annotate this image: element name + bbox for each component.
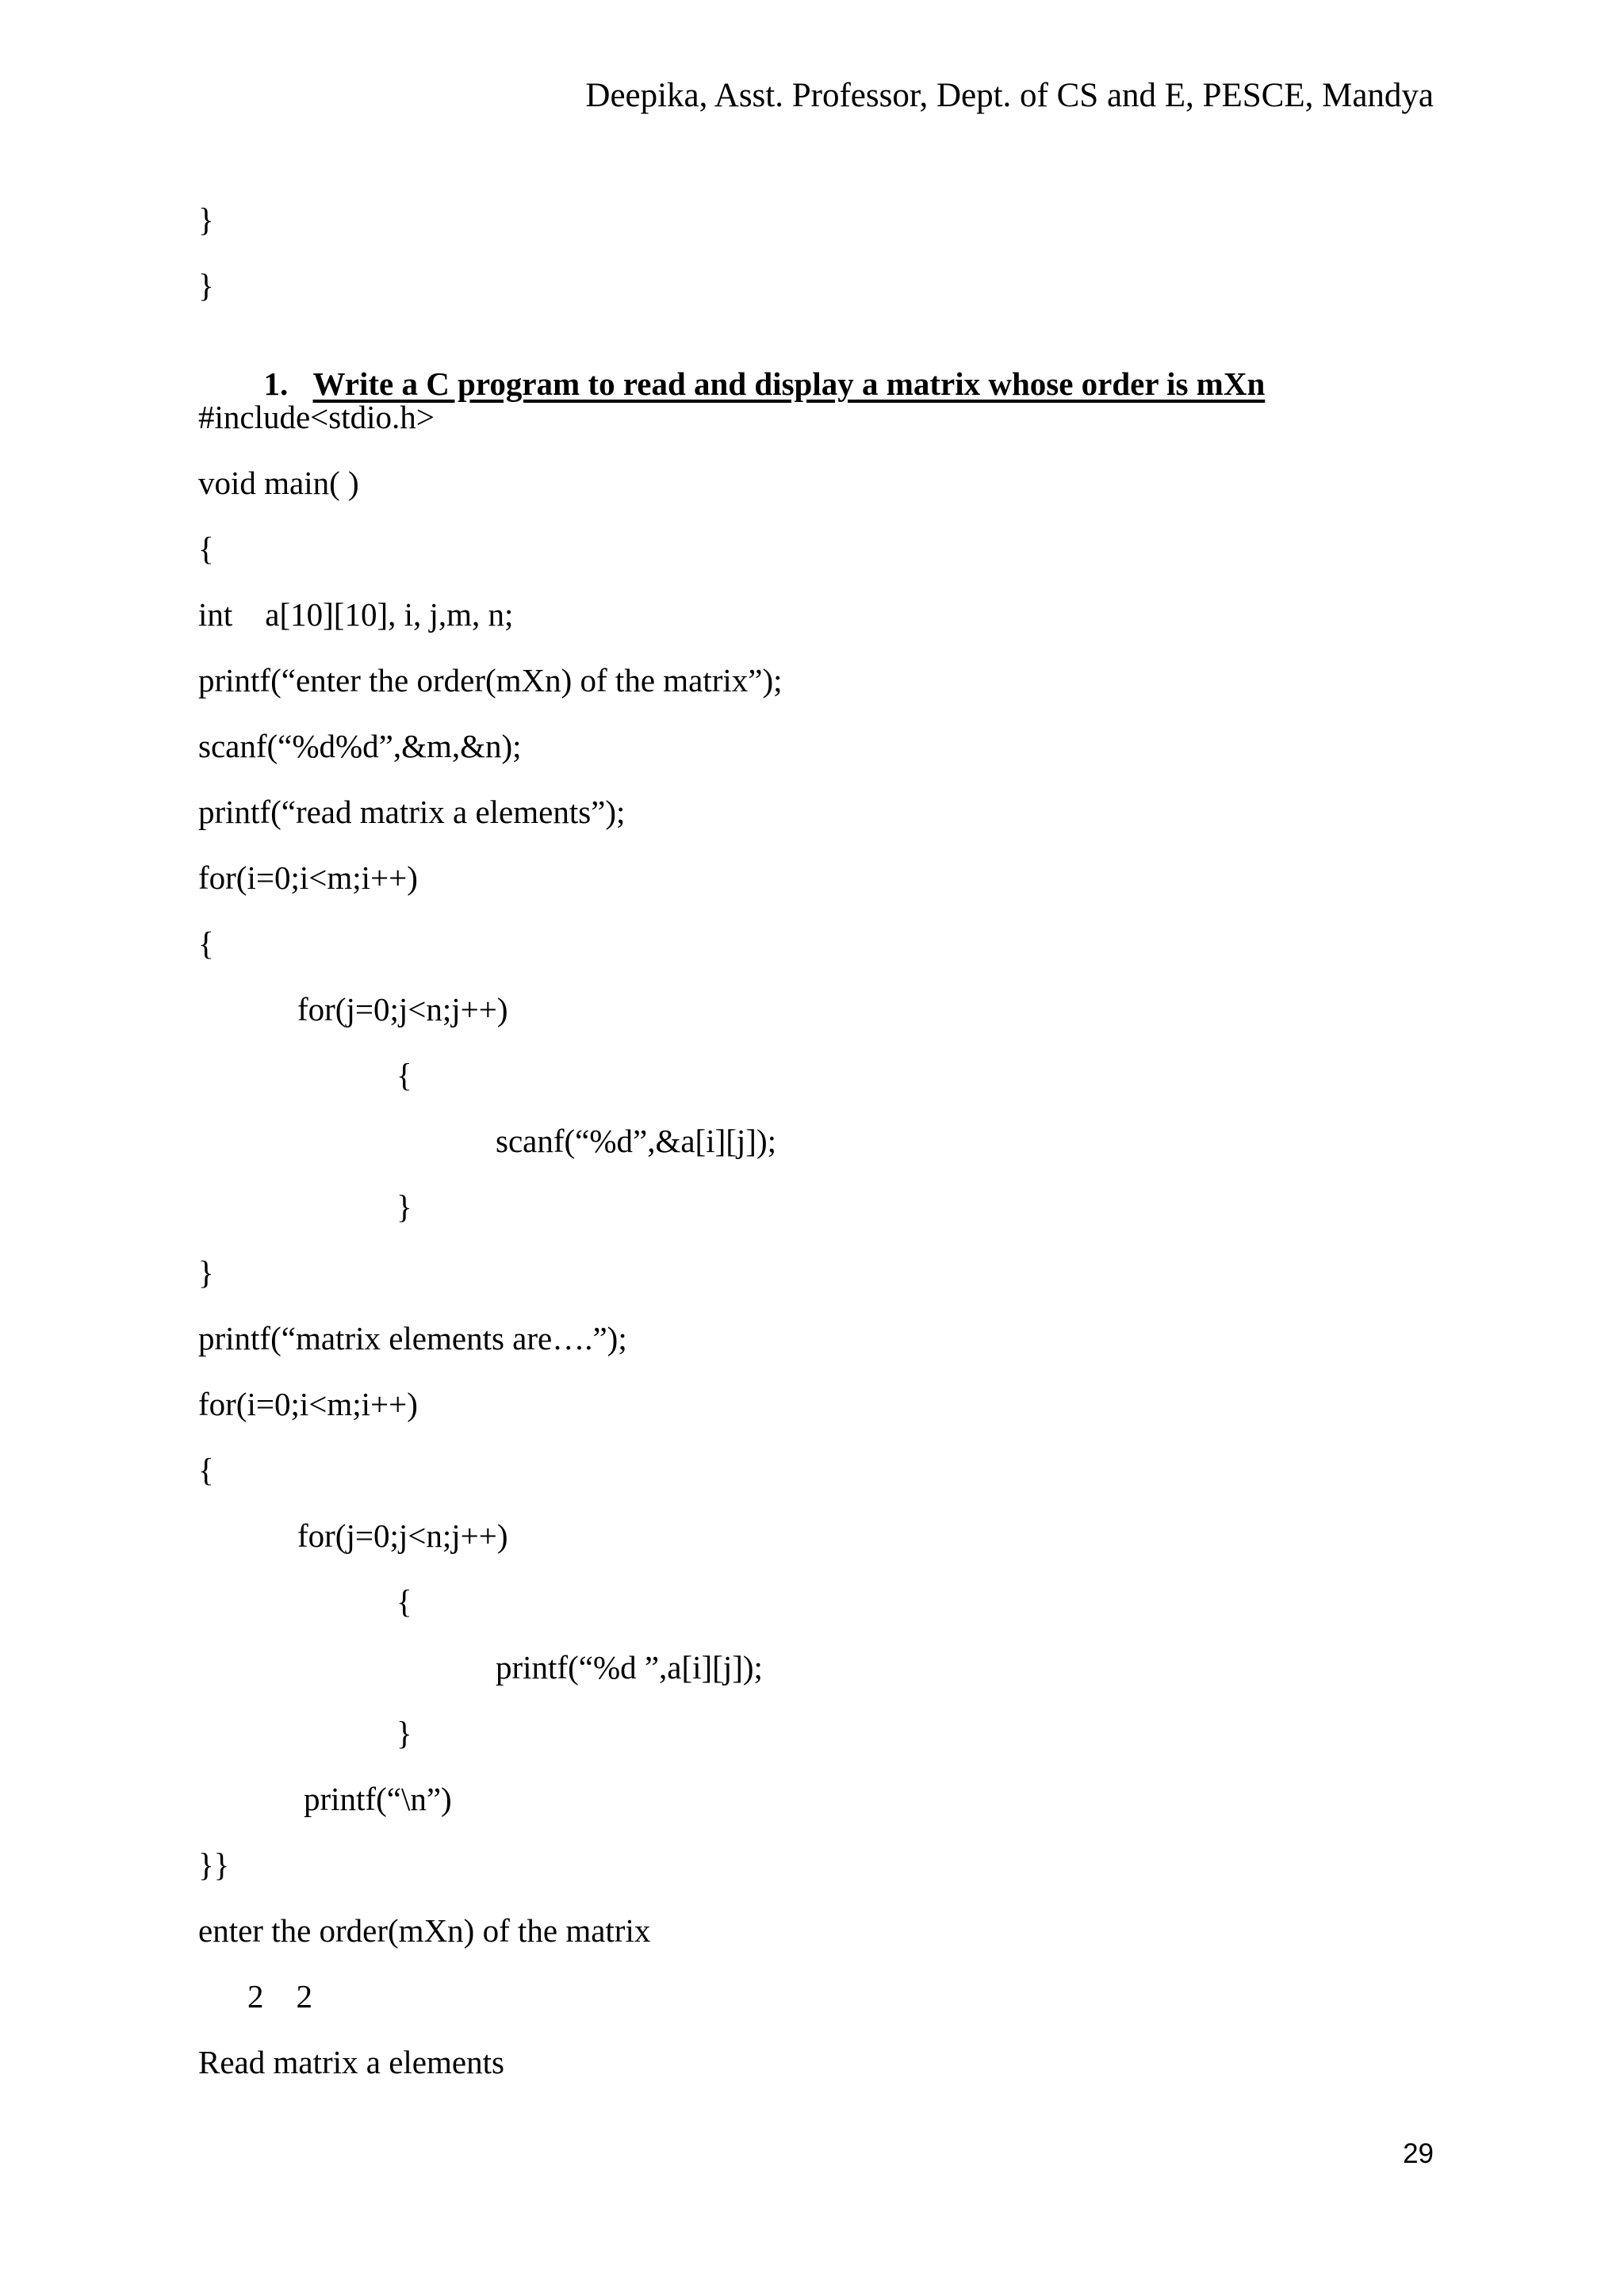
page-number: 29: [1403, 2138, 1434, 2169]
code-line: {: [198, 1452, 214, 1488]
heading-number: 1.: [263, 365, 289, 402]
code-line: printf(“\n”): [304, 1781, 452, 1817]
code-line: void main( ): [198, 465, 359, 501]
code-line: }: [396, 1715, 412, 1751]
section-heading: [247, 335, 1265, 400]
code-line: int a[10][10], i, j,m, n;: [198, 596, 514, 633]
code-line: printf(“read matrix a elements”);: [198, 794, 626, 830]
code-line: {: [396, 1583, 412, 1620]
code-line: printf(“matrix elements are….”);: [198, 1320, 627, 1357]
code-line: {: [198, 925, 214, 962]
code-line: }: [198, 201, 214, 238]
code-line: scanf(“%d”,&a[i][j]);: [496, 1123, 776, 1159]
output-line: enter the order(mXn) of the matrix: [198, 1912, 651, 1949]
output-line: 2 2: [247, 1978, 312, 2015]
code-line: for(j=0;j<n;j++): [297, 1517, 508, 1554]
code-line: #include<stdio.h>: [198, 399, 435, 435]
output-line: Read matrix a elements: [198, 2044, 504, 2080]
code-line: }}: [198, 1846, 230, 1883]
code-line: scanf(“%d%d”,&m,&n);: [198, 728, 522, 764]
code-line: printf(“enter the order(mXn) of the matrix”);: [198, 662, 783, 698]
code-line: }: [198, 267, 214, 304]
code-line: }: [198, 1254, 214, 1291]
code-line: printf(“%d ”,a[i][j]);: [496, 1649, 763, 1686]
code-line: for(i=0;i<m;i++): [198, 859, 418, 896]
code-line: {: [396, 1057, 412, 1093]
heading-title: Write a C program to read and display a matrix whose order is mXn: [312, 365, 1266, 402]
code-line: for(j=0;j<n;j++): [297, 991, 508, 1027]
code-line: }: [396, 1188, 412, 1225]
code-line: for(i=0;i<m;i++): [198, 1386, 418, 1422]
page-header: Deepika, Asst. Professor, Dept. of CS and E, PESCE, Mandya: [585, 77, 1434, 114]
code-line: {: [198, 530, 214, 567]
